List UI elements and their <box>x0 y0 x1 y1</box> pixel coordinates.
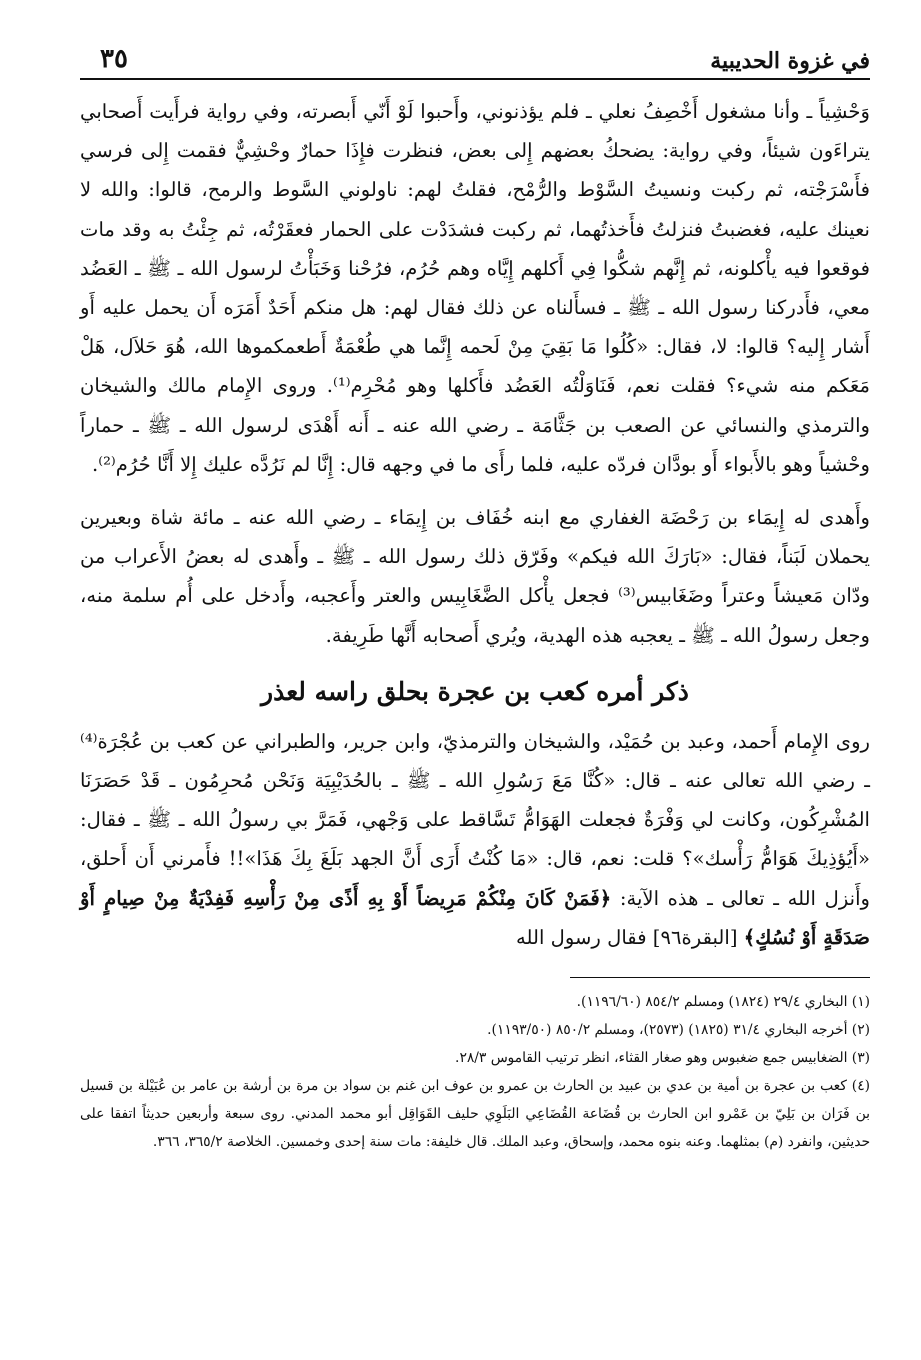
paragraph-3-tail: [البقرة٩٦] فقال رسول الله <box>516 925 744 949</box>
paragraph-1: وَحْشِياً ـ وأنا مشغول أَخْصِفُ نعلي ـ فلم يؤذنوني، وأَحبوا لَوْ أَنّي أَبصرته، وفي رواية فرأَيت أَصحابي يتراءَون شيئاً، وفي رواية: يضحكُ بعضهم إِلى بعض، فنظرت فإِذَا حمارٌ وحْشِيٌّ فقمت إِلى فرسي فأَسْرَجْته، ثم ركبت ونسيتُ السَّوْط والرُّمْح، فقلتُ لهم: ناولوني السَّوط والرمح، قالوا: والله لا نعينك عليه، فغضبتُ فنزلتُ فأَخذتُهما، ثم ركبت فشدَدْت على الحمار فعقَرْتُه، ثم جِئْتُ به وقد مات فوقعوا فيه يأْكلونه، ثم إِنَّهم شكُّوا فِي أَكلهم إِيَّاه وهم حُرُم، فرُحْنا وَخَبَأْتُ لرسول الله ـ ﷺ ـ العَضُد معي، فأَدركنا رسول الله ـ ﷺ ـ فسأَلناه عن ذلك فقال لهم: هل منكم أَحَدٌ أَمَرَه أَن يحمل عليه أَو أَشار إِليه؟ قالوا: لا، فقال: «كُلُوا مَا بَقِيَ مِنْ لَحمه إِنَّما هي طُعْمَةٌ أَطعمكموها الله، هُوَ حَلاَل، هَلْ مَعَكم منه شيء؟ فقلت نعم، فَنَاوَلْتُه العَضُد فأَكلها وهو مُحْرِم⁽¹⁾. وروى الإِمام مالك والشيخان والترمذي والنسائي عن الصعب بن جَثَّامَة ـ رضي الله عنه ـ أَنه أَهْدَى لرسول الله ـ ﷺ ـ حماراً وحْشياً وهو بالأَبواء أَو بودَّان فردّه عليه، فلما رأَى ما في وجهه قال: إِنَّا لم نَرُدَّه عليك إِلا أَنَّا حُرُم⁽²⁾. <box>80 100 870 476</box>
paragraph-3 <box>80 722 870 957</box>
page-number: ٣٥ <box>100 44 128 74</box>
footnote-1: (١) البخاري ٢٩/٤ (١٨٢٤) ومسلم ٨٥٤/٢ (١١٩٦/٦٠). <box>576 994 870 1011</box>
footnote-rule <box>570 977 870 978</box>
section-heading: ذكر أمره كعب بن عجرة بحلق راسه لعذر <box>261 676 689 706</box>
footnotes <box>80 988 870 1156</box>
document-page <box>80 30 870 1330</box>
running-title: في غزوة الحديبية <box>710 48 870 74</box>
paragraph-3-text: روى الإِمام أَحمد، وعبد بن حُمَيْد، والشيخان والترمذيّ، وابن جرير، والطبراني عن كعب بن عُجْرَة⁽⁴⁾ ـ رضي الله تعالى عنه ـ قال: «كُنَّا مَعَ رَسُولِ الله ـ ﷺ ـ بالحُدَيْبِيَة وَنَحْن مُحرِمُون ـ قَدْ حَصَرَنَا المُشْرِكُون، وكانت لي وَفْرَةٌ فجعلت الهَوَامُّ تَسَّاقط على وَجْهي، فَمَرَّ بي رسولُ الله ـ ﷺ ـ فقال: «أَيُؤذِيكَ هَوَامُّ رَأْسك»؟ قلت: نعم، قال: «مَا كُنْتُ أَرَى أَنَّ الجهد بَلَغَ بِكَ هَذَا»!! فأَمرني أَن أَحلق، وأَنزل الله ـ تعالى ـ هذه الآية: <box>80 729 870 910</box>
paragraph-2: وأَهدى له إِيمَاء بن رَحْضَة الغفاري مع ابنه خُفَاف بن إِيمَاء ـ رضي الله عنه ـ مائة شاة وبعيرين يحملان لَبَناً، فقال: «بَارَكَ الله فيكم» وفَرّق ذلك رسول الله ـ ﷺ ـ وأَهدى له بعضُ الأَعراب من ودّان مَعيشاً وعتراً وضَغَابيس⁽³⁾ فجعل يأْكل الضَّغَابِيس والعتر وأَعجبه، وأَدخل على أُم سلمة منه، وجعل رسولُ الله ـ ﷺ ـ يعجبه هذه الهدية، ويُري أَصحابه أَنَّها طَرِيفة. <box>80 506 870 647</box>
header-rule <box>80 78 870 80</box>
footnote-3: (٣) الضغابيس جمع ضغبوس وهو صغار القثاء، انظر ترتيب القاموس ٢٨/٣. <box>455 1050 870 1067</box>
page-header <box>80 30 870 78</box>
quran-verse: ﴿فَمَنْ كَانَ مِنْكُمْ مَرِيضاً أَوْ بِهِ أَذًى مِنْ رَأْسِهِ فَفِدْيَةٌ مِنْ صِيامٍ أَوْ صَدَقَةٍ أَوْ نُسُكٍ﴾ <box>80 886 870 949</box>
footnote-2: (٢) أخرجه البخاري ٣١/٤ (١٨٢٥) (٢٥٧٣)، ومسلم ٨٥٠/٢ (١١٩٣/٥٠). <box>487 1022 870 1039</box>
footnote-4: (٤) كعب بن عجرة بن أمية بن عدي بن عبيد بن الحارث بن عمرو بن عوف ابن غنم بن سواد بن مرة بن أرشة بن عامر بن عُبَيْلة بن قسيل بن فَرَان بن بَلِيّ بن عَمْرو ابن الحارث بن قُضَاعة القُضَاعِي البَلَوِي حليف القَوَاقِل أبو محمد المدني. روى سبعة وأربعين حديثاً اتفقا على حديثين، وانفرد (م) بمثلهما. وعنه بنوه محمد، وإسحاق، وعبد الملك. قال خليفة: مات سنة إحدى وخمسين. الخلاصة ٣٦٥/٢، ٣٦٦. <box>80 1078 870 1151</box>
